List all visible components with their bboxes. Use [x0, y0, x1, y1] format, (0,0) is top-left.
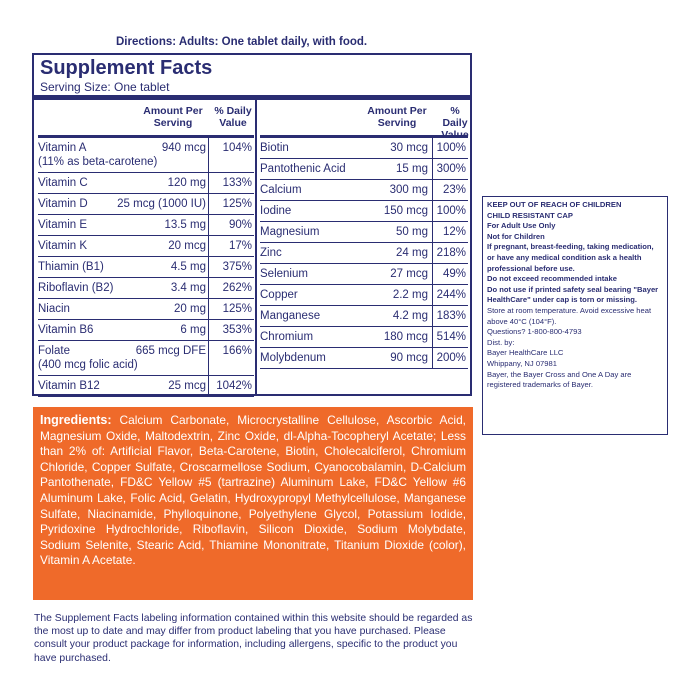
- warning-line: CHILD RESISTANT CAP: [487, 210, 573, 220]
- warning-line: KEEP OUT OF REACH OF CHILDREN: [487, 200, 622, 209]
- warning-line: Store at room temperature. Avoid excessive heat above 40°C (104°F).: [487, 305, 652, 326]
- cell-divider: [432, 264, 433, 284]
- cell-divider: [432, 180, 433, 200]
- warning-line: For Adult Use Only: [487, 221, 556, 231]
- nutrient-daily-value: 300%: [436, 163, 466, 175]
- dv-header-line1: % Daily: [214, 105, 252, 117]
- warning-line: Do not use if printed safety seal bearing "Bayer HealthCare" under cap is torn or missing.: [487, 284, 659, 305]
- nutrient-amount: 6 mg: [180, 324, 206, 336]
- nutrient-daily-value: 23%: [442, 184, 466, 196]
- ingredients-panel: [33, 407, 473, 600]
- cell-divider: [432, 222, 433, 242]
- nutrient-name: Iodine: [260, 205, 292, 217]
- nutrient-note: (400 mcg folic acid): [38, 359, 138, 371]
- nutrient-name: Vitamin A: [38, 142, 87, 154]
- nutrient-amount: 3.4 mg: [170, 282, 206, 294]
- nutrient-amount: 50 mg: [396, 226, 428, 238]
- nutrient-row: [38, 173, 254, 194]
- nutrient-row: [260, 306, 468, 327]
- ingredients-text: Calcium Carbonate, Microcrystalline Cellulose, Ascorbic Acid, Magnesium Oxide, Maltodextrin, Zinc Oxide, dl-Alpha-Tocopheryl Acetate; Less than 2% of: Artificial Flavor, Beta-Carotene, Biotin, Cholecalciferol, Chromium Chloride, Copper Sulfate, Croscarmellose Sodium, Cyanocobalamin, D-Calcium Pantothenate, FD&C Yellow #5 (tartrazine) Aluminum Lake, FD&C Yellow #6 Aluminum Lake, Folic Acid, Gelatin, Hydroxypropyl Methylcellulose, Manganese Sulfate, Niacinamide, Phylloquinone, Polyethylene Glycol, Potassium Iodide, Pyridoxine Hydrochloride, Riboflavin, Silicon Dioxide, Sodium Molybdate, Sodium Selenite, Stearic Acid, Thiamine Mononitrate, Titanium Dioxide (color), Vitamin A Acetate.: [40, 413, 466, 568]
- nutrient-amount: 120 mg: [167, 177, 206, 189]
- nutrient-name: Manganese: [260, 310, 321, 322]
- nutrient-daily-value: 17%: [228, 240, 252, 252]
- nutrient-amount: 20 mg: [174, 303, 206, 315]
- nutrient-daily-value: 100%: [436, 205, 466, 217]
- nutrient-row: [260, 159, 468, 180]
- amount-header-line1: Amount Per: [143, 105, 203, 117]
- nutrient-row: [38, 341, 254, 376]
- nutrient-amount: 940 mcg: [161, 142, 206, 154]
- amount-header-line2: Serving: [377, 117, 417, 129]
- nutrient-amount: 30 mcg: [390, 142, 428, 154]
- nutrient-name: Niacin: [38, 303, 70, 315]
- nutrient-daily-value: 90%: [228, 219, 252, 231]
- nutrient-name: Zinc: [260, 247, 282, 259]
- nutrient-row: [38, 299, 254, 320]
- serving-size: Serving Size: One tablet: [40, 80, 170, 94]
- nutrient-amount: 27 mcg: [390, 268, 428, 280]
- nutrient-daily-value: 166%: [222, 345, 252, 357]
- dv-header-line2: Value: [219, 117, 247, 129]
- column-divider: [255, 100, 257, 394]
- nutrient-amount: 25 mcg (1000 IU): [117, 198, 206, 210]
- nutrient-daily-value: 133%: [222, 177, 252, 189]
- warning-line: If pregnant, breast-feeding, taking medication, or have any medical condition ask a health professional before use.: [487, 242, 654, 273]
- nutrient-name: Vitamin B6: [38, 324, 94, 336]
- warning-line: Questions? 1-800-800-4793: [487, 327, 582, 337]
- nutrient-row: [260, 243, 468, 264]
- nutrient-name: Folate: [38, 345, 70, 357]
- nutrient-column-left: [38, 100, 254, 397]
- supplement-facts-panel: [32, 53, 472, 396]
- nutrient-amount: 13.5 mg: [164, 219, 206, 231]
- nutrient-name: Copper: [260, 289, 298, 301]
- warning-line: Dist. by:: [487, 337, 515, 347]
- cell-divider: [432, 201, 433, 221]
- nutrient-daily-value: 49%: [442, 268, 466, 280]
- cell-divider: [208, 215, 209, 235]
- nutrient-row: [38, 236, 254, 257]
- nutrient-amount: 150 mcg: [383, 205, 428, 217]
- warning-line: Whippany, NJ 07981: [487, 358, 557, 368]
- nutrient-name: Vitamin E: [38, 219, 88, 231]
- nutrient-name: Vitamin D: [38, 198, 88, 210]
- labeling-disclaimer: The Supplement Facts labeling information contained within this website should be regarded as the most up to date and may differ from product labeling that you have purchased. Please consult your product package for information, including allergens, specific to the product you have purchased.: [34, 613, 473, 664]
- nutrient-name: Vitamin B12: [38, 380, 100, 392]
- directions-text: Directions: Adults: One tablet daily, with food.: [116, 36, 368, 48]
- nutrient-daily-value: 200%: [436, 352, 466, 364]
- warnings-panel: [482, 196, 668, 435]
- nutrient-row: [38, 257, 254, 278]
- nutrient-name: Thiamin (B1): [38, 261, 104, 273]
- cell-divider: [208, 236, 209, 256]
- cell-divider: [208, 320, 209, 340]
- cell-divider: [432, 243, 433, 263]
- column-header: [38, 100, 254, 138]
- nutrient-row: [38, 320, 254, 341]
- dv-header: [438, 105, 472, 141]
- cell-divider: [208, 376, 209, 396]
- cell-divider: [208, 173, 209, 193]
- nutrient-amount: 90 mcg: [390, 352, 428, 364]
- nutrient-row: [38, 215, 254, 236]
- nutrient-daily-value: 514%: [436, 331, 466, 343]
- nutrient-amount: 4.5 mg: [170, 261, 206, 273]
- dv-header-line1: % Daily: [442, 105, 468, 129]
- nutrient-amount: 180 mcg: [383, 331, 428, 343]
- nutrient-daily-value: 244%: [436, 289, 466, 301]
- amount-header: [134, 105, 212, 129]
- nutrient-amount: 15 mg: [396, 163, 428, 175]
- nutrient-note: (11% as beta-carotene): [38, 156, 158, 168]
- nutrient-row: [38, 138, 254, 173]
- nutrient-row: [38, 194, 254, 215]
- nutrient-name: Molybdenum: [260, 352, 326, 364]
- nutrient-row: [260, 327, 468, 348]
- facts-title: Supplement Facts: [40, 57, 213, 79]
- nutrient-amount: 4.2 mg: [392, 310, 428, 322]
- cell-divider: [208, 278, 209, 298]
- nutrient-name: Chromium: [260, 331, 314, 343]
- nutrient-daily-value: 353%: [222, 324, 252, 336]
- nutrient-amount: 20 mcg: [168, 240, 206, 252]
- nutrient-daily-value: 375%: [222, 261, 252, 273]
- warning-line: Bayer HealthCare LLC: [487, 348, 564, 358]
- column-header: [260, 100, 469, 141]
- cell-divider: [208, 299, 209, 319]
- amount-header-line1: Amount Per: [367, 105, 427, 117]
- nutrient-row: [260, 180, 468, 201]
- nutrient-row: [260, 285, 468, 306]
- nutrient-amount: 300 mg: [389, 184, 428, 196]
- nutrient-name: Riboflavin (B2): [38, 282, 114, 294]
- nutrient-row: [38, 278, 254, 299]
- cell-divider: [432, 327, 433, 347]
- amount-header-line2: Serving: [153, 117, 193, 129]
- nutrient-row: [260, 201, 468, 222]
- nutrient-name: Vitamin K: [38, 240, 88, 252]
- nutrient-column-right: [260, 100, 468, 369]
- nutrient-name: Selenium: [260, 268, 308, 280]
- warning-line: Not for Children: [487, 231, 545, 241]
- nutrient-daily-value: 218%: [436, 247, 466, 259]
- dv-header: [212, 105, 254, 129]
- nutrient-daily-value: 104%: [222, 142, 252, 154]
- nutrient-daily-value: 183%: [436, 310, 466, 322]
- cell-divider: [432, 285, 433, 305]
- nutrient-row: [38, 376, 254, 397]
- cell-divider: [432, 138, 433, 158]
- ingredients-label: Ingredients:: [40, 413, 112, 427]
- nutrient-name: Vitamin C: [38, 177, 88, 189]
- nutrient-daily-value: 1042%: [216, 380, 252, 392]
- nutrient-amount: 2.2 mg: [392, 289, 428, 301]
- cell-divider: [432, 348, 433, 368]
- cell-divider: [208, 194, 209, 214]
- nutrient-row: [260, 138, 468, 159]
- nutrient-amount: 665 mcg DFE: [135, 345, 206, 357]
- nutrient-daily-value: 262%: [222, 282, 252, 294]
- nutrient-row: [260, 264, 468, 285]
- nutrient-daily-value: 100%: [436, 142, 466, 154]
- nutrient-daily-value: 12%: [442, 226, 466, 238]
- nutrient-amount: 24 mg: [396, 247, 428, 259]
- cell-divider: [432, 306, 433, 326]
- nutrient-daily-value: 125%: [222, 198, 252, 210]
- nutrient-row: [260, 222, 468, 243]
- nutrient-name: Magnesium: [260, 226, 320, 238]
- warning-line: Bayer, the Bayer Cross and One A Day are registered trademarks of Bayer.: [487, 369, 632, 390]
- dv-header-line2: Value: [441, 129, 469, 141]
- nutrient-row: [260, 348, 468, 369]
- nutrient-name: Pantothenic Acid: [260, 163, 346, 175]
- nutrient-daily-value: 125%: [222, 303, 252, 315]
- nutrient-name: Calcium: [260, 184, 302, 196]
- nutrient-name: Biotin: [260, 142, 289, 154]
- warning-line: Do not exceed recommended intake: [487, 274, 617, 284]
- amount-header: [358, 105, 436, 129]
- cell-divider: [208, 138, 209, 172]
- cell-divider: [208, 341, 209, 375]
- cell-divider: [432, 159, 433, 179]
- nutrient-amount: 25 mcg: [168, 380, 206, 392]
- cell-divider: [208, 257, 209, 277]
